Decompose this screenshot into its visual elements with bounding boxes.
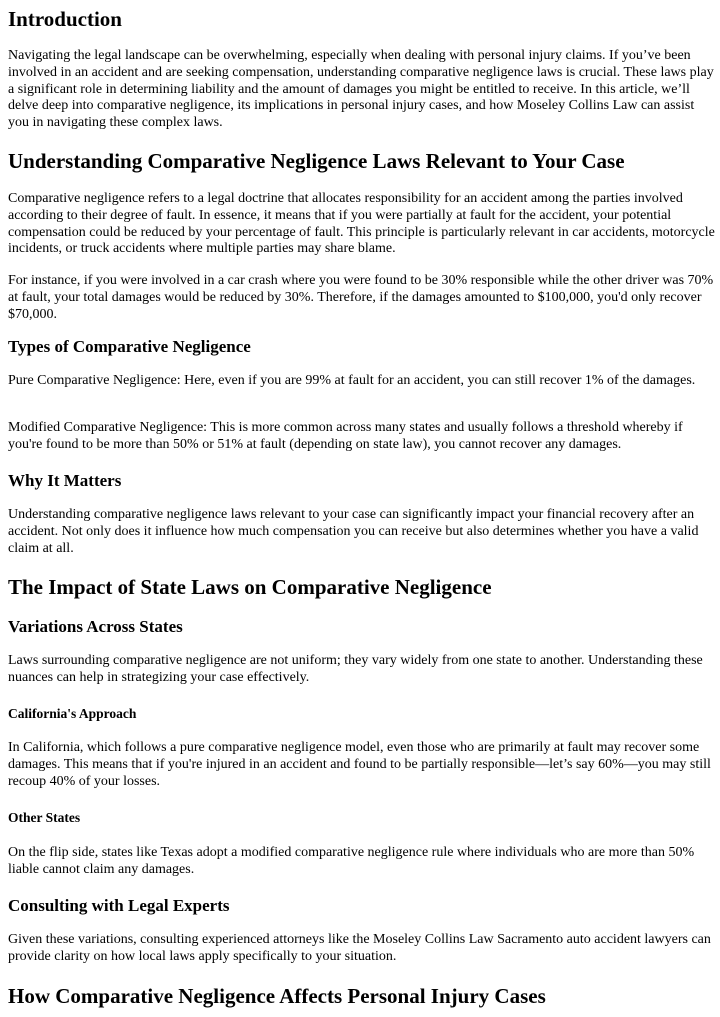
- paragraph-why-it-matters: Understanding comparative negligence laws relevant to your case can significantly impact your financial recovery after an accident. Not only does it influence how much compensation you can receive but also determines whether you have a valid claim at all.: [8, 507, 699, 556]
- paragraph-definition: Comparative negligence refers to a legal doctrine that allocates responsibility for an accident among the parties involved according to their degree of fault. In essence, it means that if you were partially at fault for the accident, your potential compensation could be reduced by your percentage of fault. This principle is particularly relevant in car accidents, motorcycle incidents, or truck accidents where multiple parties may share blame.: [8, 191, 715, 257]
- heading-other-states: Other States: [8, 810, 81, 825]
- heading-variations-across-states: Variations Across States: [8, 617, 183, 636]
- paragraph-other-states: On the flip side, states like Texas adopt a modified comparative negligence rule where individuals who are more than 50% liable cannot claim any damages.: [8, 845, 695, 877]
- paragraph-example: For instance, if you were involved in a car crash where you were found to be 30% responsible while the other driver was 70% at fault, your total damages would be reduced by 30%. Therefore, if the damages amounted to $100,000, you'd only recover $70,000.: [8, 273, 714, 322]
- paragraph-california: In California, which follows a pure comparative negligence model, even those who are primarily at fault may recover some damages. This means that if you're injured in an accident and found to be partially responsible—let’s say 60%—you may still recoup 40% of your losses.: [8, 740, 711, 789]
- paragraph-introduction: Navigating the legal landscape can be overwhelming, especially when dealing with personal injury claims. If you’ve been involved in an accident and are seeking compensation, understanding comparative negligence laws is crucial. These laws play a significant role in determining liability and the amount of damages you might be entitled to receive. In this article, we’ll delve deep into comparative negligence, its implications in personal injury cases, and how Moseley Collins Law can assist you in navigating these complex laws.: [8, 48, 714, 131]
- paragraph-variations: Laws surrounding comparative negligence are not uniform; they vary widely from one state to another. Understanding these nuances can help in strategizing your case effectively.: [8, 653, 703, 685]
- heading-types-of-comparative-negligence: Types of Comparative Negligence: [8, 337, 251, 356]
- heading-consulting-with-legal-experts: Consulting with Legal Experts: [8, 896, 230, 915]
- heading-understanding-comparative-negligence: Understanding Comparative Negligence Laws Relevant to Your Case: [8, 149, 625, 173]
- heading-how-comparative-negligence-affects: How Comparative Negligence Affects Personal Injury Cases: [8, 984, 546, 1008]
- heading-californias-approach: California's Approach: [8, 706, 137, 721]
- paragraph-consulting: Given these variations, consulting experienced attorneys like the Moseley Collins Law Sacramento auto accident lawyers can provide clarity on how local laws apply specifically to your situation.: [8, 932, 711, 964]
- paragraph-modified-comparative: Modified Comparative Negligence: This is more common across many states and usually follows a threshold whereby if you're found to be more than 50% or 51% at fault (depending on state law), you cannot recover any damages.: [8, 420, 683, 452]
- heading-impact-of-state-laws: The Impact of State Laws on Comparative Negligence: [8, 575, 492, 599]
- heading-introduction: Introduction: [8, 7, 122, 31]
- heading-why-it-matters: Why It Matters: [8, 471, 122, 490]
- paragraph-pure-comparative: Pure Comparative Negligence: Here, even if you are 99% at fault for an accident, you can still recover 1% of the damages.: [8, 373, 696, 388]
